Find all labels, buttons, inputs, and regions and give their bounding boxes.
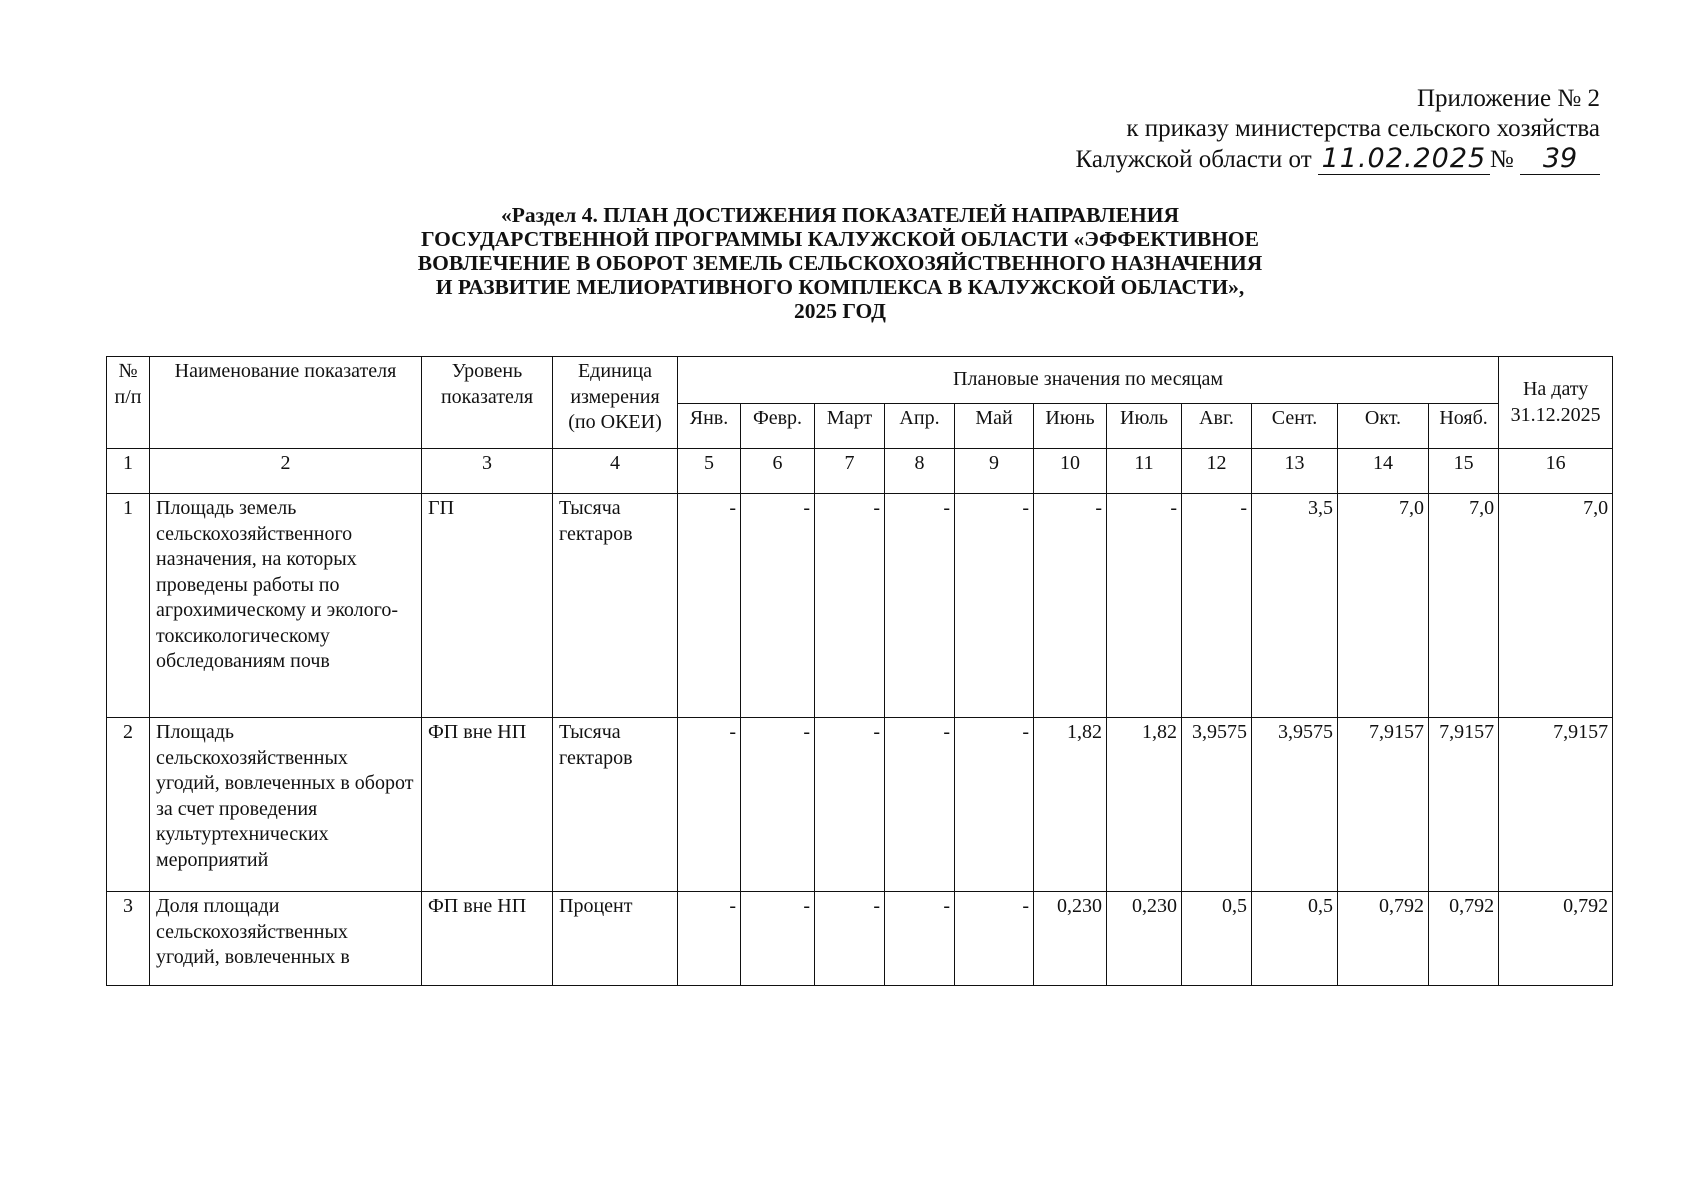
value-final: 7,9157 — [1499, 718, 1613, 892]
month-sep: Сент. — [1252, 404, 1338, 449]
region-date-prefix: Калужской области от — [1075, 146, 1312, 173]
header-num: № п/п — [107, 357, 150, 449]
month-nov: Нояб. — [1429, 404, 1499, 449]
month-feb: Февр. — [741, 404, 815, 449]
value-mar: - — [815, 494, 885, 718]
header-planned-values: Плановые значения по месяцам — [678, 357, 1499, 404]
value-sep: 3,9575 — [1252, 718, 1338, 892]
title-line-1: «Раздел 4. ПЛАН ДОСТИЖЕНИЯ ПОКАЗАТЕЛЕЙ НАПРАВЛЕНИЯ — [501, 203, 1179, 227]
value-oct: 0,792 — [1338, 892, 1429, 986]
value-jul: 0,230 — [1107, 892, 1182, 986]
value-mar: - — [815, 892, 885, 986]
value-jan: - — [678, 494, 741, 718]
title-line-5: 2025 ГОД — [794, 299, 886, 323]
indicator-name: Площадь земель сельскохозяйственного назначения, на которых проведены работы по агрохимическому и эколого-токсикологическому обследованиям почв — [150, 494, 422, 718]
column-number: 4 — [553, 449, 678, 494]
value-apr: - — [885, 494, 955, 718]
month-jul: Июль — [1107, 404, 1182, 449]
indicators-plan-table — [106, 356, 1613, 986]
table-row — [107, 718, 1613, 892]
value-nov: 7,0 — [1429, 494, 1499, 718]
order-date-line — [1075, 144, 1600, 175]
title-line-3: ВОВЛЕЧЕНИЕ В ОБОРОТ ЗЕМЕЛЬ СЕЛЬСКОХОЗЯЙСТВЕННОГО НАЗНАЧЕНИЯ — [417, 251, 1263, 275]
column-number: 9 — [955, 449, 1034, 494]
column-number: 3 — [422, 449, 553, 494]
order-reference: к приказу министерства сельского хозяйства — [1126, 115, 1600, 142]
handwritten-date: 11.02.2025 — [1318, 144, 1490, 175]
value-nov: 0,792 — [1429, 892, 1499, 986]
value-apr: - — [885, 892, 955, 986]
value-final: 7,0 — [1499, 494, 1613, 718]
indicator-unit: Процент — [553, 892, 678, 986]
column-number: 15 — [1429, 449, 1499, 494]
value-aug: 0,5 — [1182, 892, 1252, 986]
title-line-2: ГОСУДАРСТВЕННОЙ ПРОГРАММЫ КАЛУЖСКОЙ ОБЛАСТИ «ЭФФЕКТИВНОЕ — [421, 227, 1259, 251]
value-feb: - — [741, 892, 815, 986]
value-oct: 7,9157 — [1338, 718, 1429, 892]
indicator-name: Доля площади сельскохозяйственных угодий, вовлеченных в — [150, 892, 422, 986]
number-sign: № — [1489, 146, 1514, 173]
column-number: 7 — [815, 449, 885, 494]
month-apr: Апр. — [885, 404, 955, 449]
indicator-level: ФП вне НП — [422, 718, 553, 892]
column-number: 8 — [885, 449, 955, 494]
indicator-level: ФП вне НП — [422, 892, 553, 986]
row-number: 3 — [107, 892, 150, 986]
table-row — [107, 892, 1613, 986]
value-aug: - — [1182, 494, 1252, 718]
month-jun: Июнь — [1034, 404, 1107, 449]
title-line-4: И РАЗВИТИЕ МЕЛИОРАТИВНОГО КОМПЛЕКСА В КАЛУЖСКОЙ ОБЛАСТИ», — [435, 275, 1245, 299]
indicator-level: ГП — [422, 494, 553, 718]
month-may: Май — [955, 404, 1034, 449]
month-aug: Авг. — [1182, 404, 1252, 449]
row-number: 1 — [107, 494, 150, 718]
column-number: 12 — [1182, 449, 1252, 494]
value-nov: 7,9157 — [1429, 718, 1499, 892]
column-number: 2 — [150, 449, 422, 494]
value-jun: - — [1034, 494, 1107, 718]
indicator-unit: Тысяча гектаров — [553, 718, 678, 892]
document-header — [1075, 84, 1600, 175]
row-number: 2 — [107, 718, 150, 892]
handwritten-order-number: 39 — [1520, 144, 1600, 175]
value-jan: - — [678, 892, 741, 986]
value-final: 0,792 — [1499, 892, 1613, 986]
value-may: - — [955, 494, 1034, 718]
indicator-unit: Тысяча гектаров — [553, 494, 678, 718]
table-row — [107, 494, 1613, 718]
value-jul: 1,82 — [1107, 718, 1182, 892]
value-may: - — [955, 718, 1034, 892]
header-final-date: На дату 31.12.2025 — [1499, 357, 1613, 449]
header-row-1 — [107, 357, 1613, 404]
value-oct: 7,0 — [1338, 494, 1429, 718]
header-level: Уровень показателя — [422, 357, 553, 449]
value-jul: - — [1107, 494, 1182, 718]
value-jun: 1,82 — [1034, 718, 1107, 892]
value-may: - — [955, 892, 1034, 986]
value-feb: - — [741, 494, 815, 718]
column-number: 16 — [1499, 449, 1613, 494]
document-title — [370, 203, 1310, 323]
month-jan: Янв. — [678, 404, 741, 449]
value-apr: - — [885, 718, 955, 892]
value-jun: 0,230 — [1034, 892, 1107, 986]
value-jan: - — [678, 718, 741, 892]
value-feb: - — [741, 718, 815, 892]
value-aug: 3,9575 — [1182, 718, 1252, 892]
month-oct: Окт. — [1338, 404, 1429, 449]
column-number: 14 — [1338, 449, 1429, 494]
header-name: Наименование показателя — [150, 357, 422, 449]
header-unit: Единица измерения (по ОКЕИ) — [553, 357, 678, 449]
indicator-name: Площадь сельскохозяйственных угодий, вовлеченных в оборот за счет проведения культуртехнических мероприятий — [150, 718, 422, 892]
value-sep: 0,5 — [1252, 892, 1338, 986]
value-sep: 3,5 — [1252, 494, 1338, 718]
column-number: 11 — [1107, 449, 1182, 494]
month-mar: Март — [815, 404, 885, 449]
column-number: 5 — [678, 449, 741, 494]
appendix-label: Приложение № 2 — [1416, 85, 1600, 112]
column-number: 13 — [1252, 449, 1338, 494]
column-number: 1 — [107, 449, 150, 494]
column-numbers-row — [107, 449, 1613, 494]
column-number: 10 — [1034, 449, 1107, 494]
column-number: 6 — [741, 449, 815, 494]
value-mar: - — [815, 718, 885, 892]
